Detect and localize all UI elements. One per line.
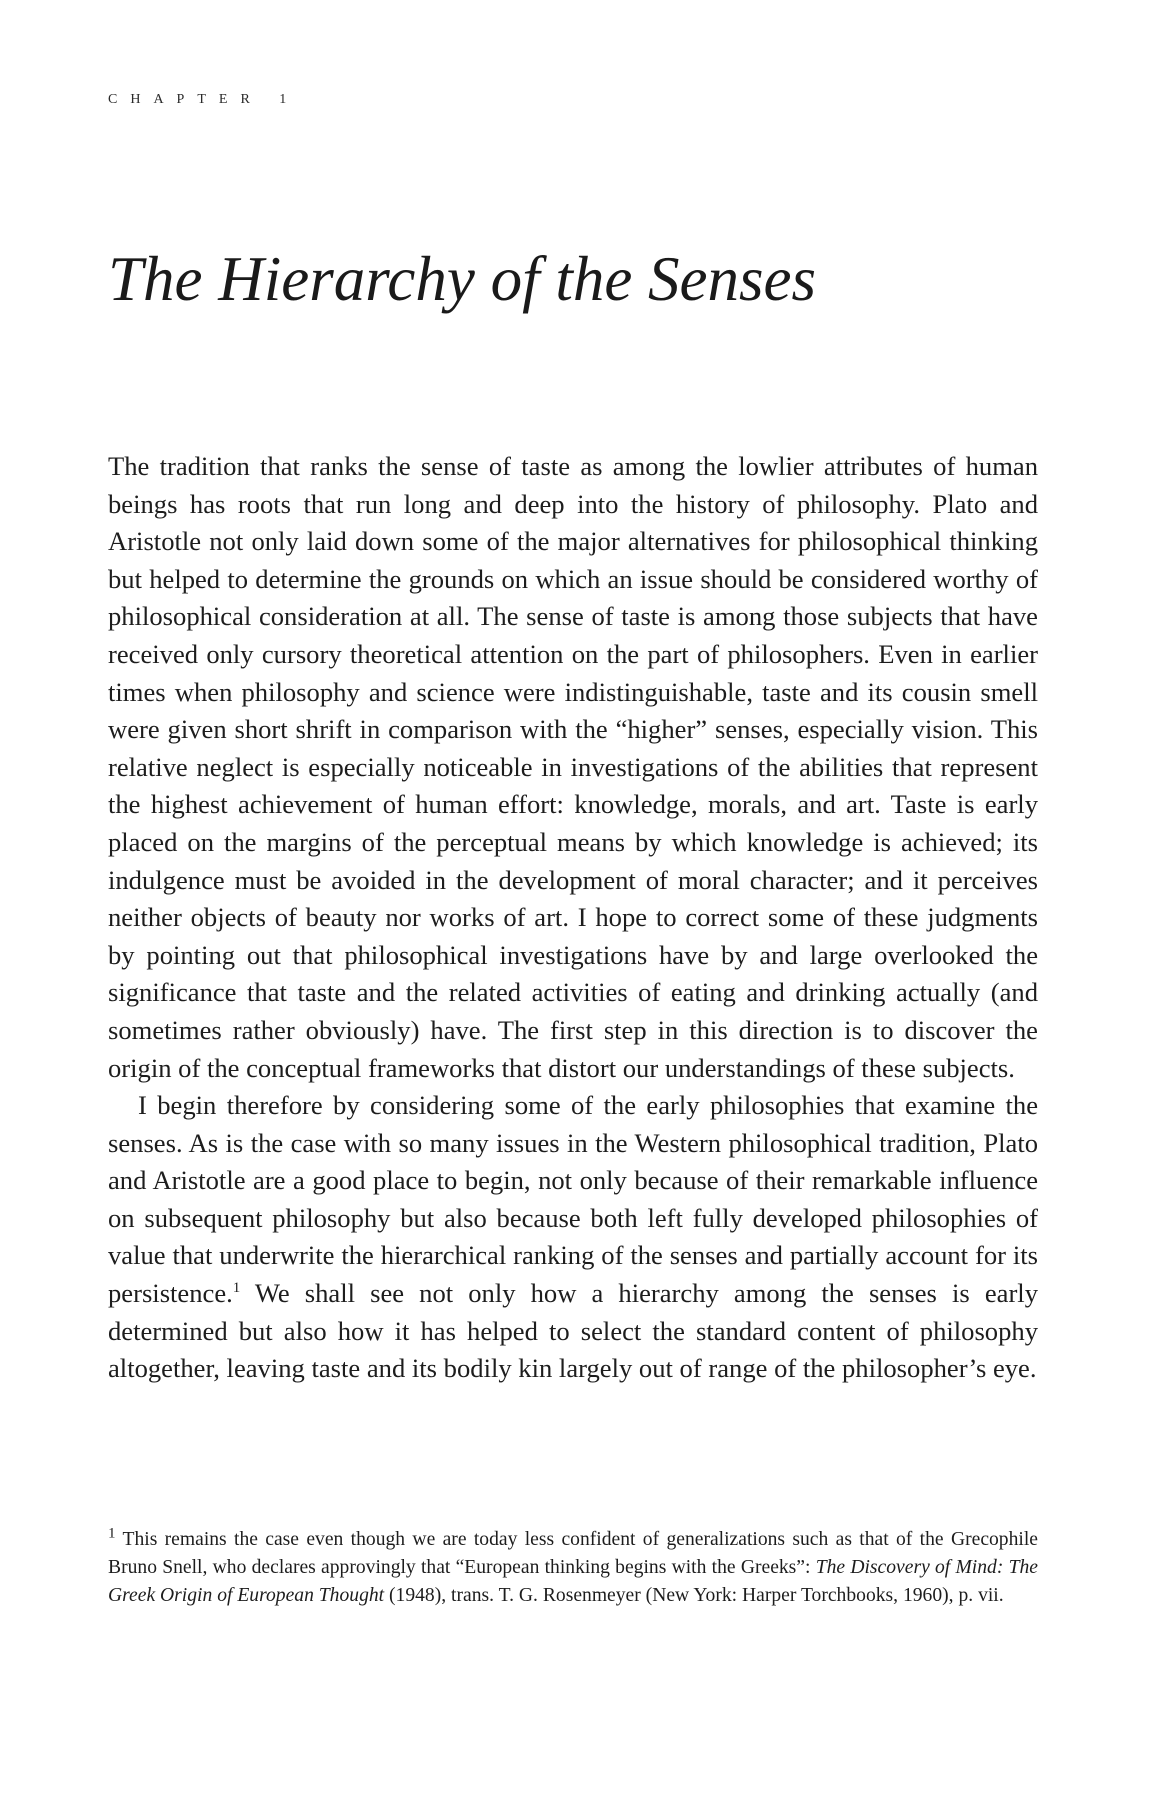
paragraph-2-text-continued: We shall see not only how a hierarchy among the senses is early determined but also how it has helped to select the standard content of philosophy altogether, leaving taste and its bodily kin largely out of range of the philosopher’s eye. xyxy=(108,1278,1038,1384)
paragraph-1: The tradition that ranks the sense of taste as among the lowlier attributes of human beings has roots that run long and deep into the history of philosophy. Plato and Aristotle not only laid down some of the major alternatives for philosophical thinking but helped to determine the grounds on which an issue should be considered worthy of philosophical consideration at all. The sense of taste is among those subjects that have received only cursory theoretical attention on the part of philosophers. Even in earlier times when philosophy and science were indistinguishable, taste and its cousin smell were given short shrift in comparison with the “higher” senses, especially vision. This relative neglect is especially noticeable in investigations of the abilities that represent the highest achievement of human effort: knowledge, morals, and art. Taste is early placed on the margins of the perceptual means by which knowledge is achieved; its indulgence must be avoided in the development of moral character; and it perceives neither objects of beauty nor works of art. I hope to correct some of these judgments by pointing out that philosophical investigations have by and large overlooked the significance that taste and the related activities of eating and drinking actually (and sometimes rather obviously) have. The first step in this direction is to discover the origin of the conceptual frameworks that distort our understandings of these subjects. xyxy=(108,451,1038,1083)
footnote xyxy=(108,1526,1038,1610)
footnote-book-title: The Discovery of Mind: The Greek Origin of European Thought xyxy=(108,1557,1039,1606)
chapter-heading xyxy=(108,92,286,108)
chapter-title: The Hierarchy of the Senses xyxy=(108,244,817,314)
paragraph-2 xyxy=(108,1087,1038,1388)
paragraph-2-text: I begin therefore by considering some of the early philosophies that examine the senses. As is the case with so many issues in the Western philosophical tradition, Plato and Aristotle are a good place to begin, not only because of their remarkable influence on subsequent philosophy but also because both left fully developed philosophies of value that underwrite the hierarchical ranking of the senses and partially account for its persistence. xyxy=(108,1090,1038,1309)
chapter-label: CHAPTER xyxy=(108,92,263,107)
footnote-reference: 1 xyxy=(232,1280,241,1297)
footnote-text-part-1: This remains the case even though we are today less confident of generalizations such as that of the Grecophile Bruno Snell, who declares approvingly that “European thinking begins with the Greeks”: xyxy=(108,1529,1038,1578)
footnote-number: 1 xyxy=(108,1525,116,1542)
footnote-text-part-2: (1948), trans. T. G. Rosenmeyer (New York: Harper Torchbooks, 1960), p. vii. xyxy=(384,1585,1004,1606)
body-text xyxy=(108,448,1038,1388)
chapter-number: 1 xyxy=(279,92,287,107)
footnote-text xyxy=(108,1526,1038,1610)
